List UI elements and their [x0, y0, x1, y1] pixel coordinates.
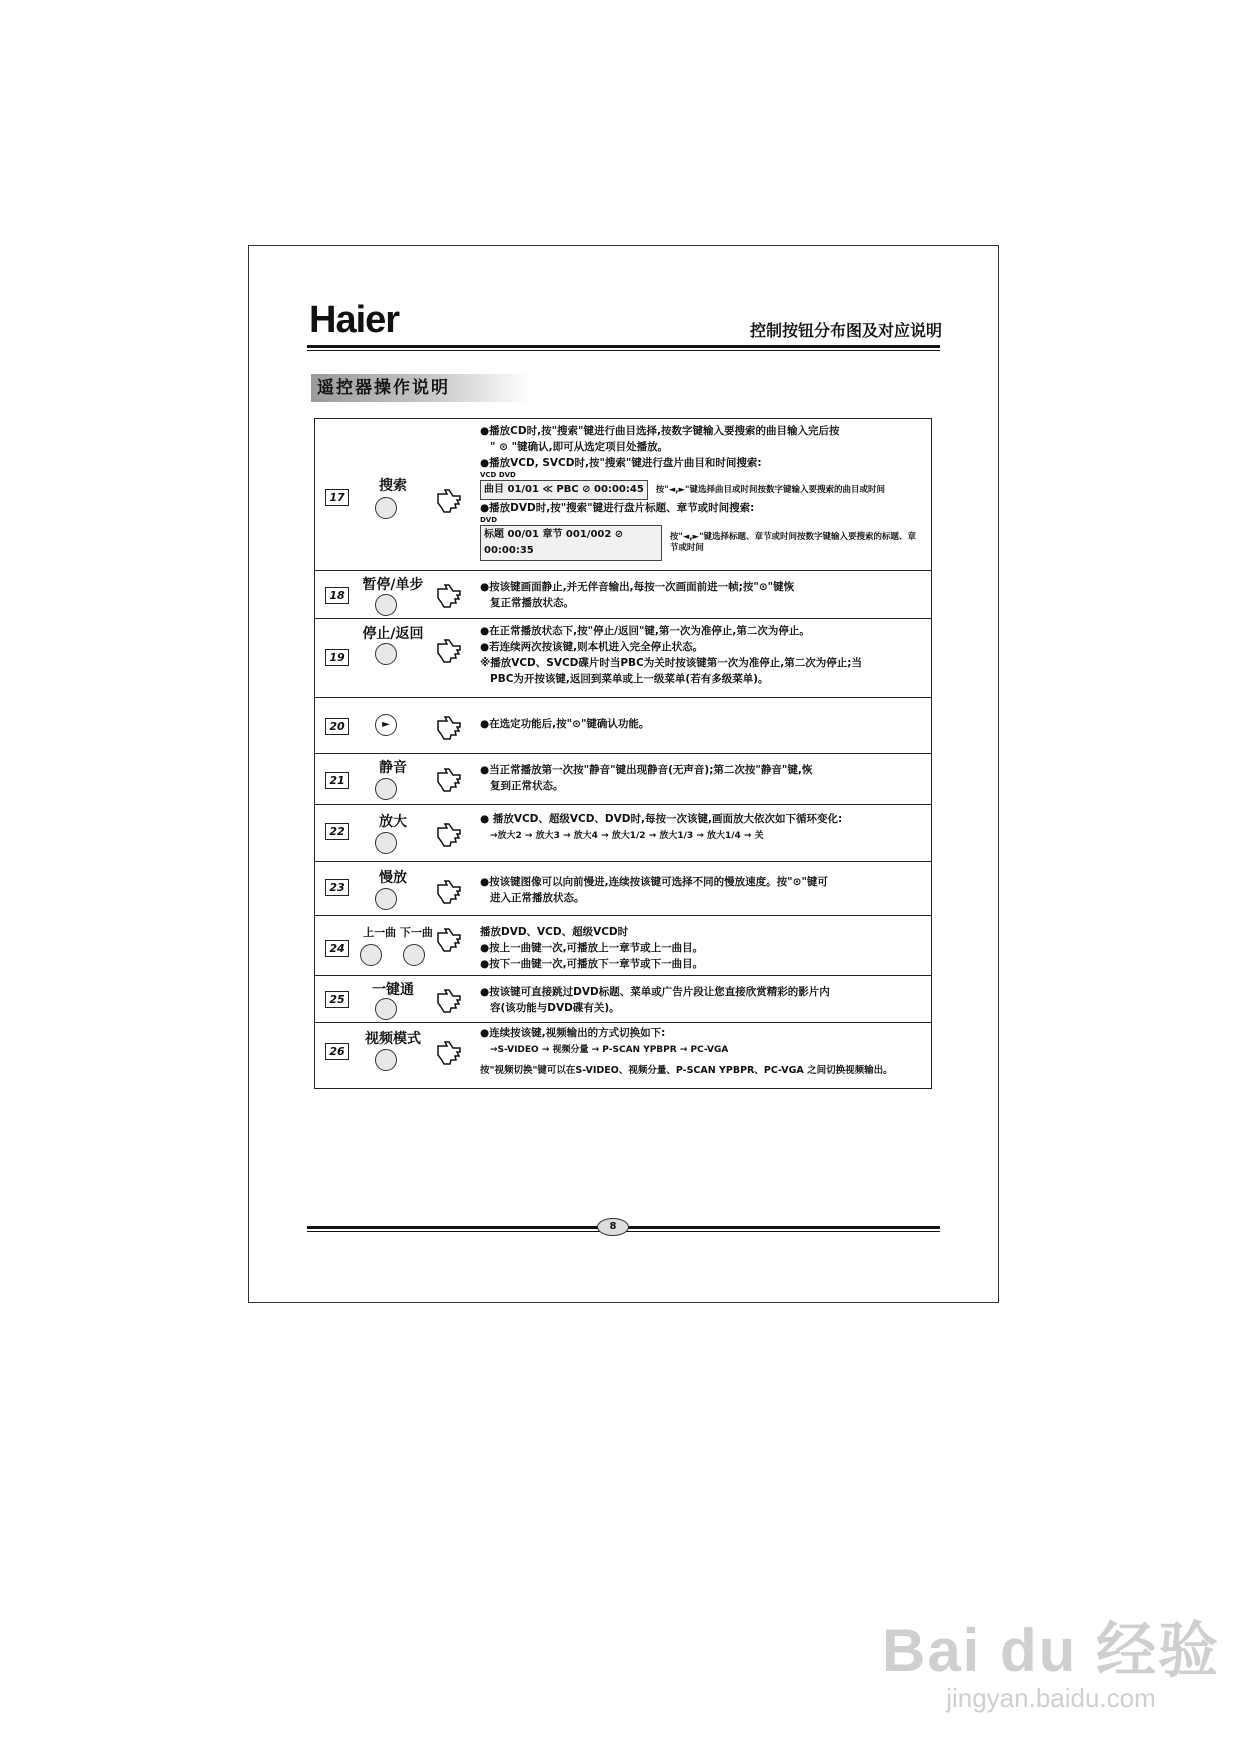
- desc-line: ": [490, 441, 496, 453]
- pointing-hand-icon: [435, 764, 465, 794]
- item-number: 20: [325, 718, 349, 735]
- item-number: 23: [325, 879, 349, 896]
- desc-line: ●当正常播放第一次按"静音"键出现静音(无声音);第二次按"静音"键,恢: [480, 764, 813, 776]
- item-number: 25: [325, 991, 349, 1008]
- pointing-hand-icon: [435, 985, 465, 1015]
- item-description: [480, 716, 923, 732]
- desc-line: ※播放VCD、SVCD碟片时当PBC为关时按该键第一次为准停止,第二次为停止;当: [480, 657, 862, 669]
- desc-line: "键恢: [767, 581, 795, 593]
- stop-return-button[interactable]: [375, 643, 397, 665]
- manual-page: [248, 245, 999, 1303]
- item-description: [480, 1025, 923, 1058]
- item-description: [480, 423, 923, 561]
- video-switch-note: 按"视频切换"键可以在S-VIDEO、视频分量、P-SCAN YPBPR、PC-VGA 之间切换视频输出。: [480, 1065, 893, 1076]
- haier-logo: Haier: [309, 299, 400, 341]
- button-label: 静音: [379, 760, 407, 776]
- section-title: 遥控器操作说明: [311, 374, 531, 402]
- pointing-hand-icon: [435, 876, 465, 906]
- mute-button[interactable]: [375, 778, 397, 800]
- item-number: 24: [325, 940, 349, 957]
- table-row: [315, 571, 931, 619]
- vcd-tag: VCD: [480, 471, 497, 479]
- table-row: [315, 698, 931, 754]
- desc-line: ●播放VCD, SVCD时,按"搜索"键进行盘片曲目和时间搜索:: [480, 457, 762, 469]
- play-icon: ⊙: [758, 581, 768, 593]
- item-description: [480, 924, 923, 972]
- desc-line: ●若连续两次按该键,则本机进入完全停止状态。: [480, 641, 704, 653]
- desc-line: 复到正常状态。: [490, 780, 564, 792]
- desc-line: ●按下一曲键一次,可播放下一章节或下一曲目。: [480, 958, 704, 970]
- item-number: 18: [325, 587, 349, 604]
- table-row: [315, 976, 931, 1023]
- button-label: 放大: [379, 814, 407, 830]
- item-description: [480, 579, 923, 611]
- dvd-tag: DVD: [480, 516, 498, 524]
- zoom-cycle: →放大2 → 放大3 → 放大4 → 放大1/2 → 放大1/3 → 放大1/4 → 关: [490, 831, 764, 841]
- desc-line: ●在选定功能后,按": [480, 718, 573, 730]
- desc-line: ●播放DVD时,按"搜索"键进行盘片标题、章节或时间搜索:: [480, 502, 755, 514]
- desc-line: ●按该键画面静止,并无伴音输出,每按一次画面前进一帧;按": [480, 581, 759, 593]
- desc-line: 播放DVD、VCD、超级VCD时: [480, 926, 629, 938]
- dvd-display: 标题 00/01 章节 001/002 ⊘ 00:00:35: [480, 525, 662, 561]
- table-row: [315, 1023, 931, 1089]
- watermark-url: jingyan.baidu.com: [946, 1683, 1156, 1713]
- vcd-note: 按"◄,►"键选择曲目或时间按数字键输入要搜索的曲目或时间: [655, 484, 885, 495]
- page-number: 8: [597, 1218, 629, 1236]
- desc-line: ●按该键可直接跳过DVD标题、菜单或广告片段让您直接欣赏精彩的影片内: [480, 986, 830, 998]
- desc-line: ●按上一曲键一次,可播放上一章节或上一曲目。: [480, 942, 704, 954]
- next-track-button[interactable]: [403, 944, 425, 966]
- button-label: 一键通: [372, 982, 414, 998]
- pointing-hand-icon: [435, 580, 465, 610]
- pointing-hand-icon: [435, 485, 465, 515]
- baidu-watermark: [882, 1603, 1220, 1714]
- watermark-main: Bai du 经验: [881, 1617, 1220, 1684]
- desc-line: "键可: [801, 876, 828, 888]
- item-description: [480, 623, 923, 687]
- pointing-hand-icon: [435, 1037, 465, 1067]
- pointing-hand-icon: [435, 924, 465, 954]
- search-button[interactable]: [375, 497, 397, 519]
- header-divider: [307, 345, 940, 348]
- desc-line: ●连续按该键,视频输出的方式切换如下:: [480, 1027, 666, 1039]
- pointing-hand-icon: [435, 819, 465, 849]
- item-number: 26: [325, 1043, 349, 1060]
- previous-track-button[interactable]: [360, 944, 382, 966]
- item-number: 19: [325, 649, 349, 666]
- desc-line: "键确认,即可从选定项目处播放。: [511, 441, 669, 453]
- header-divider-thin: [307, 350, 940, 351]
- pointing-hand-icon: [435, 635, 465, 665]
- item-number: 21: [325, 772, 349, 789]
- remote-functions-table: [314, 418, 932, 1089]
- desc-line: ●播放CD时,按"搜索"键进行曲目选择,按数字键输入要搜索的曲目输入完后按: [480, 425, 840, 437]
- dvd-note: 按"◄,►"键选择标题、章节或时间按数字键输入要搜索的标题、章节或时间: [669, 532, 917, 553]
- button-label: 慢放: [379, 870, 407, 886]
- play-icon: ⊙: [572, 718, 581, 730]
- video-mode-button[interactable]: [375, 1049, 397, 1071]
- button-label: 搜索: [379, 478, 407, 494]
- table-row: [315, 419, 931, 571]
- table-row: [315, 619, 931, 698]
- button-label: 视频模式: [365, 1031, 421, 1047]
- table-row: [315, 754, 931, 805]
- item-description: [480, 762, 923, 794]
- dvd-tag: DVD: [498, 471, 516, 479]
- table-row: [315, 805, 931, 862]
- one-touch-button[interactable]: [375, 998, 397, 1020]
- slow-button[interactable]: [375, 888, 397, 910]
- page-header-title: 控制按钮分布图及对应说明: [749, 321, 942, 340]
- button-label: 暂停/单步: [362, 577, 424, 593]
- zoom-button[interactable]: [375, 832, 397, 854]
- button-label: 停止/返回: [362, 626, 424, 642]
- item-description: [480, 874, 923, 906]
- desc-line: ●按该键图像可以向前慢进,连续按该键可选择不同的慢放速度。按": [480, 876, 793, 888]
- button-label: 上一曲 下一曲: [363, 926, 433, 939]
- desc-line: PBC为开按该键,返回到菜单或上一级菜单(若有多级菜单)。: [490, 673, 769, 685]
- item-number: 17: [325, 489, 349, 506]
- pointing-hand-icon: [435, 712, 465, 742]
- item-description: [480, 811, 923, 844]
- video-output-cycle: →S-VIDEO → 视频分量 → P-SCAN YPBPR → PC-VGA: [490, 1045, 729, 1055]
- play-icon: ⊙: [792, 876, 802, 888]
- desc-line: 进入正常播放状态。: [490, 892, 585, 904]
- item-number: 22: [325, 823, 349, 840]
- pause-step-button[interactable]: [375, 594, 397, 616]
- item-description: [480, 984, 923, 1016]
- table-row: [315, 916, 931, 976]
- desc-line: ● 播放VCD、超级VCD、DVD时,每按一次该键,画面放大依次如下循环变化:: [480, 813, 843, 825]
- table-row: [315, 862, 931, 916]
- desc-line: 复正常播放状态。: [490, 597, 574, 609]
- vcd-display: 曲目 01/01 ≪ PBC ⊘ 00:00:45: [480, 480, 648, 500]
- desc-line: ●在正常播放状态下,按"停止/返回"键,第一次为准停止,第二次为停止。: [480, 625, 810, 637]
- desc-line: 容(该功能与DVD碟有关)。: [490, 1002, 620, 1014]
- desc-line: "键确认功能。: [580, 718, 650, 730]
- play-icon: ⊙: [499, 441, 508, 453]
- play-enter-button[interactable]: ►: [375, 714, 397, 736]
